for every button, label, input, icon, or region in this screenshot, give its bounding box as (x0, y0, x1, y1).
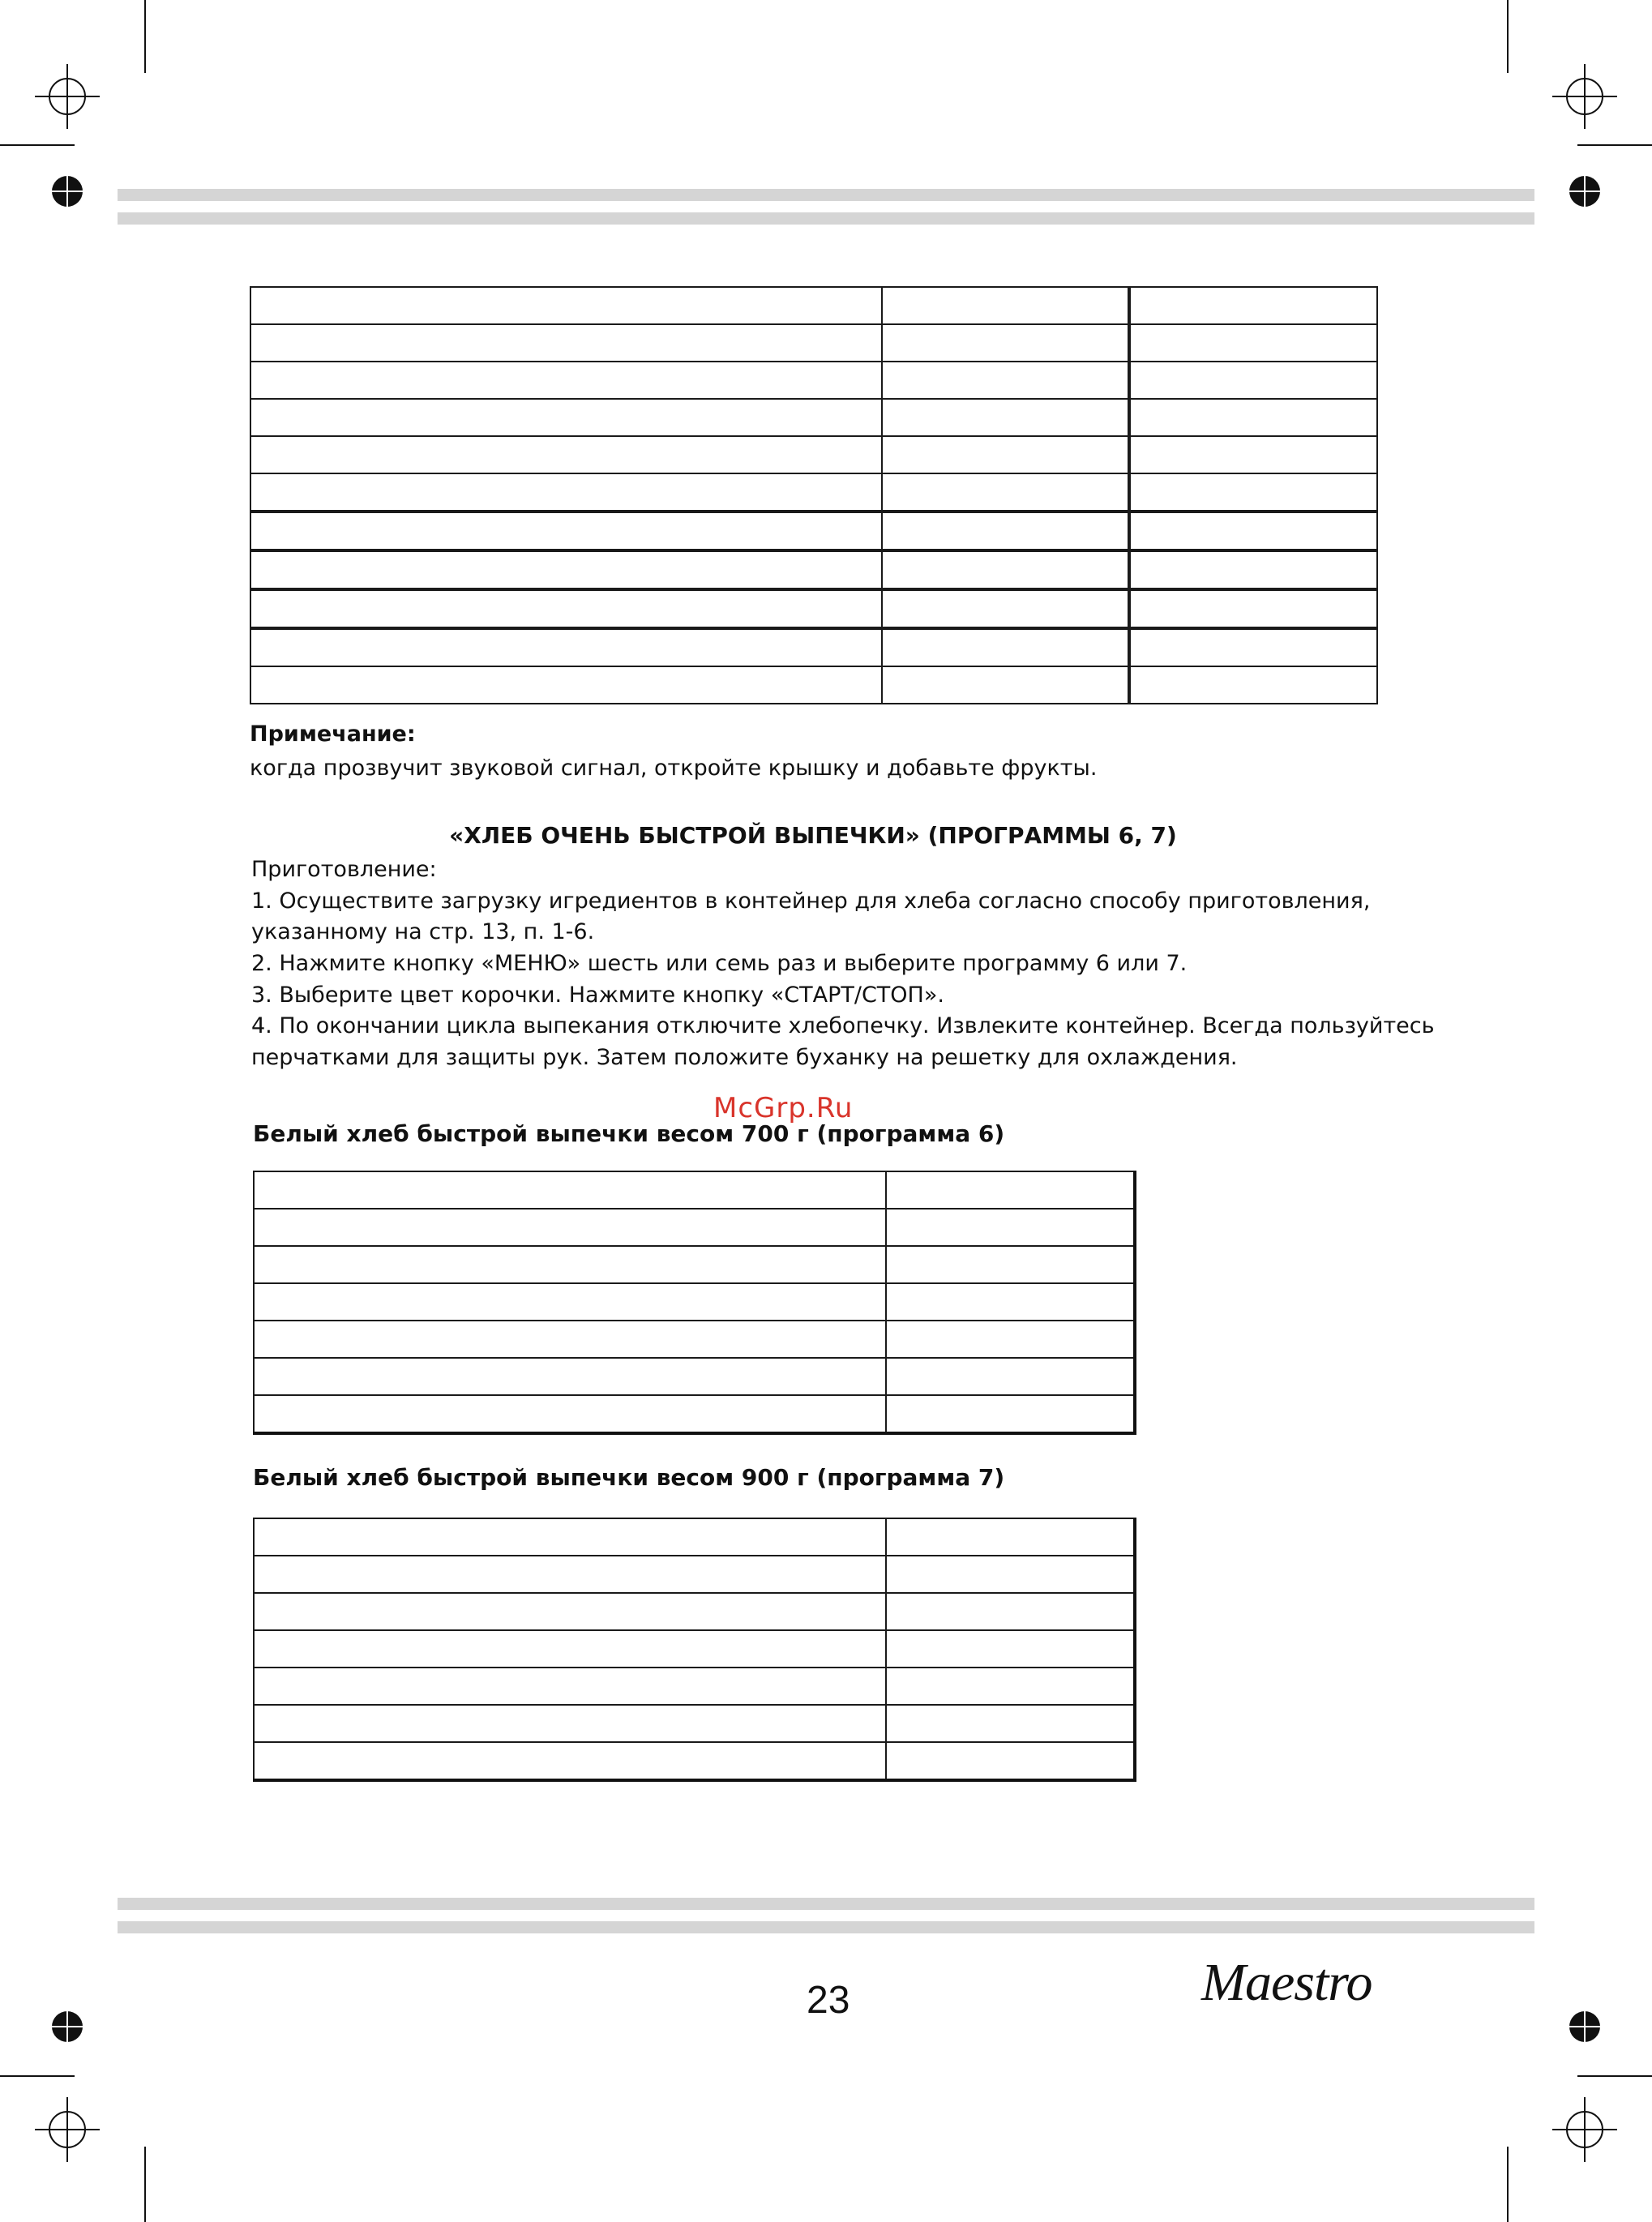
table-row (254, 1171, 1135, 1209)
table-row (250, 628, 1377, 666)
registration-target-icon (1548, 60, 1621, 133)
note-text: когда прозвучит звуковой сигнал, откройте крышку и добавьте фрукты. (250, 756, 1098, 781)
crop-mark (0, 2075, 75, 2077)
table-row (250, 550, 1377, 589)
header-bar (118, 189, 1534, 201)
table-700 (253, 1171, 1136, 1435)
registration-target-icon (1548, 2093, 1621, 2166)
crop-mark (1507, 0, 1509, 73)
table-700-title: Белый хлеб быстрой выпечки весом 700 г (программа 6) (253, 1120, 1005, 1147)
table-row (250, 324, 1377, 362)
registration-target-icon (31, 2093, 104, 2166)
crop-mark (1577, 2075, 1652, 2077)
crop-mark (1507, 2147, 1509, 2222)
step-line: перчатками для защиты рук. Затем положите буханку на решетку для охлаждения. (251, 1045, 1238, 1070)
table-row (254, 1556, 1135, 1593)
table-row (250, 399, 1377, 436)
table-row (250, 287, 1377, 324)
crop-mark (144, 2147, 146, 2222)
crop-mark (1577, 144, 1652, 146)
brand-logo: Maestro (1201, 1953, 1372, 2012)
table-row (254, 1668, 1135, 1705)
table-row (254, 1283, 1135, 1321)
table-row (254, 1518, 1135, 1556)
header-bar (118, 212, 1534, 225)
note-title: Примечание: (250, 721, 416, 747)
registration-dot-icon (51, 175, 83, 208)
top-ingredients-table (250, 286, 1378, 704)
watermark: McGrp.Ru (713, 1092, 854, 1124)
registration-dot-icon (1569, 2010, 1601, 2043)
table-row (250, 666, 1377, 704)
table-row (250, 512, 1377, 550)
table-row (254, 1705, 1135, 1742)
crop-mark (144, 0, 146, 73)
step-line: 1. Осуществите загрузку игредиентов в контейнер для хлеба согласно способу приготовления, (251, 888, 1371, 914)
registration-dot-icon (51, 2010, 83, 2043)
registration-target-icon (31, 60, 104, 133)
table-row (250, 473, 1377, 512)
page-number: 23 (807, 1979, 850, 2022)
table-row (250, 589, 1377, 628)
footer-bar (118, 1898, 1534, 1910)
crop-mark (0, 144, 75, 146)
table-row (254, 1321, 1135, 1358)
table-row (254, 1358, 1135, 1395)
table-row (254, 1246, 1135, 1283)
table-row (254, 1593, 1135, 1630)
step-line: 3. Выберите цвет корочки. Нажмите кнопку «СТАРТ/СТОП». (251, 983, 944, 1008)
table-row (250, 436, 1377, 473)
table-row (254, 1630, 1135, 1668)
table-900-title: Белый хлеб быстрой выпечки весом 900 г (программа 7) (253, 1464, 1005, 1491)
registration-dot-icon (1569, 175, 1601, 208)
section-heading: «ХЛЕБ ОЧЕНЬ БЫСТРОЙ ВЫПЕЧКИ» (ПРОГРАММЫ 6, 7) (449, 822, 1177, 849)
step-line: 2. Нажмите кнопку «МЕНЮ» шесть или семь раз и выберите программу 6 или 7. (251, 951, 1188, 976)
table-900 (253, 1518, 1136, 1782)
step-line: 4. По окончании цикла выпекания отключите хлебопечку. Извлеките контейнер. Всегда пользуйтесь (251, 1013, 1435, 1038)
table-row (254, 1395, 1135, 1433)
prep-label: Приготовление: (251, 857, 437, 882)
table-row (254, 1209, 1135, 1246)
step-line: указанному на стр. 13, п. 1-6. (251, 919, 595, 944)
table-row (250, 362, 1377, 399)
table-row (254, 1742, 1135, 1780)
footer-bar (118, 1921, 1534, 1933)
